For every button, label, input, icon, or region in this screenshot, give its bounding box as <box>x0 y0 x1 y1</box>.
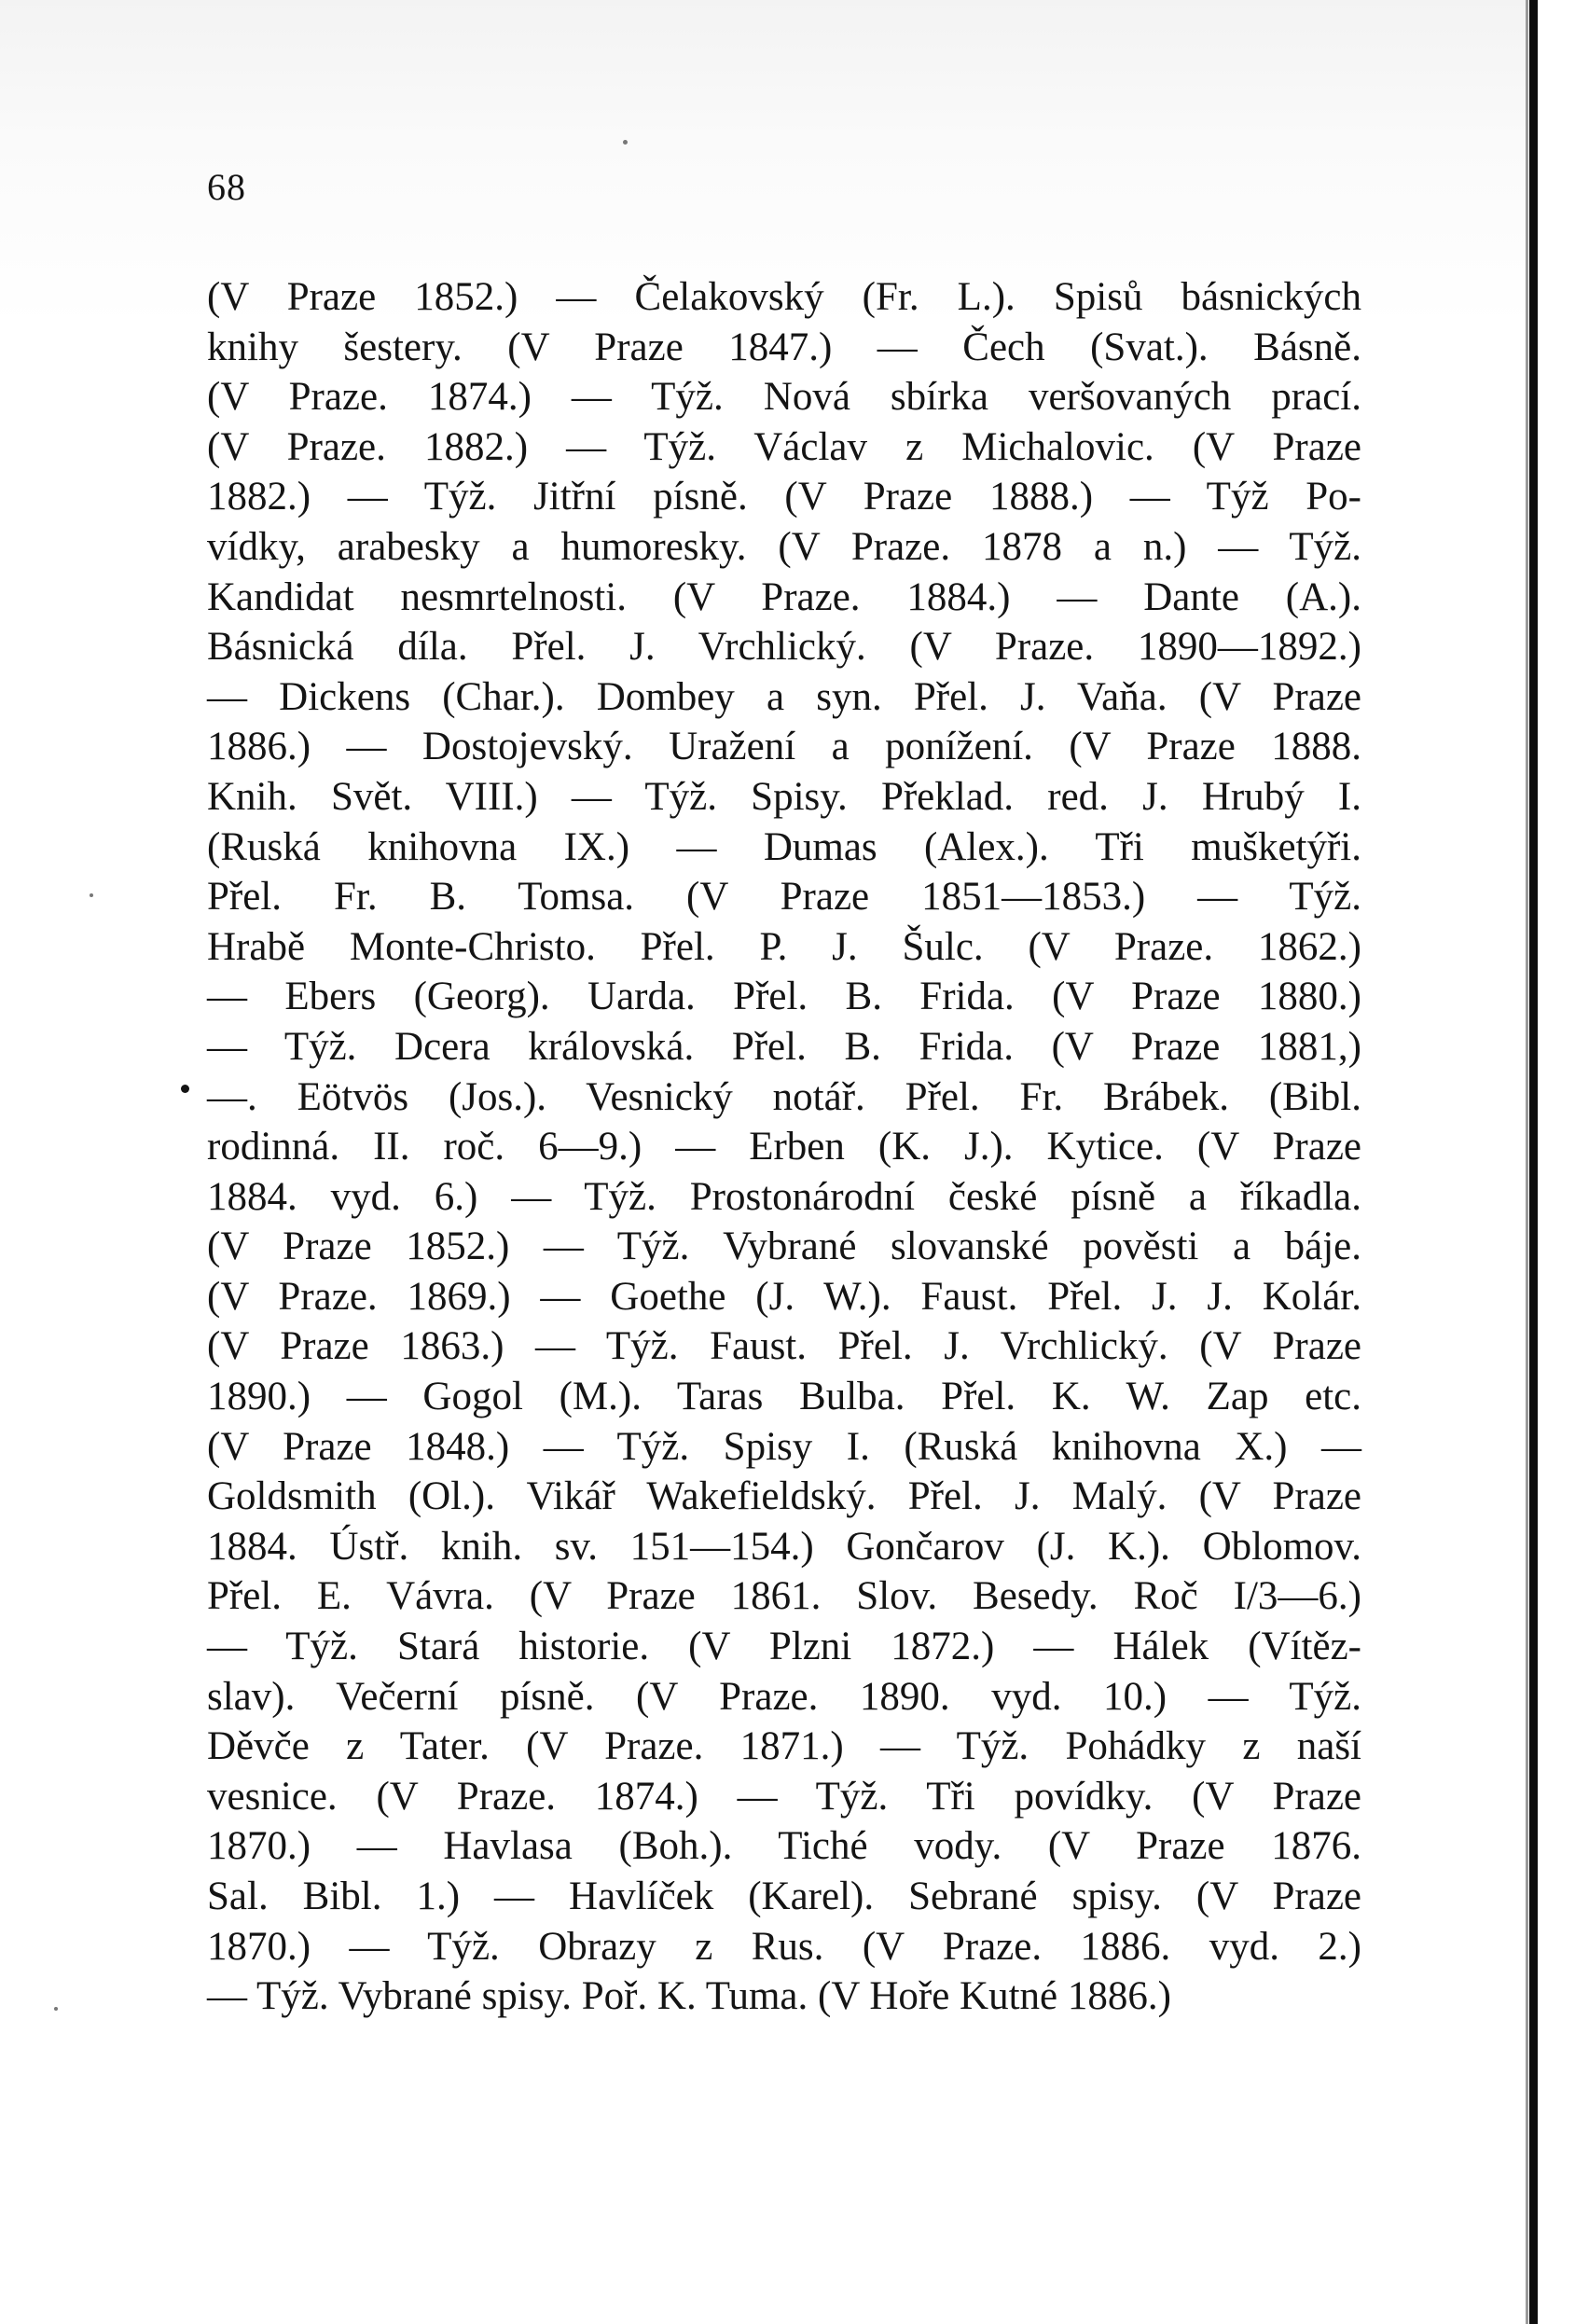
text-line: Knih. Svět. VIII.) — Týž. Spisy. Překlad. red. J. Hrubý I. <box>207 774 1361 819</box>
text-line: knihy šestery. (V Praze 1847.) — Čech (Svat.). Básně. <box>207 325 1361 369</box>
text-line: (Ruská knihovna IX.) — Dumas (Alex.). Tři mušketýři. <box>207 824 1361 869</box>
text-line: 1890.) — Gogol (M.). Taras Bulba. Přel. K. W. Zap etc. <box>207 1375 1361 1419</box>
text-line: Hrabě Monte-Christo. Přel. P. J. Šulc. (V Praze. 1862.) <box>207 924 1361 969</box>
text-line: (V Praze 1863.) — Týž. Faust. Přel. J. Vrchlický. (V Praze <box>207 1324 1361 1369</box>
scan-speck <box>54 2007 58 2011</box>
text-line: Děvče z Tater. (V Praze. 1871.) — Týž. Pohádky z naší <box>207 1724 1361 1769</box>
text-line: Goldsmith (Ol.). Vikář Wakefieldský. Přel. J. Malý. (V Praze <box>207 1474 1361 1519</box>
text-line: — Dickens (Char.). Dombey a syn. Přel. J. Vaňa. (V Praze <box>207 674 1361 719</box>
text-line: Přel. E. Vávra. (V Praze 1861. Slov. Besedy. Roč I/3—6.) <box>207 1574 1361 1619</box>
text-line: 1870.) — Havlasa (Boh.). Tiché vody. (V Praze 1876. <box>207 1824 1361 1869</box>
text-line: (V Praze. 1874.) — Týž. Nová sbírka veršovaných prací. <box>207 375 1361 420</box>
text-line: — Ebers (Georg). Uarda. Přel. B. Frida. (V Praze 1880.) <box>207 975 1361 1019</box>
text-line: Básnická díla. Přel. J. Vrchlický. (V Praze. 1890—1892.) <box>207 625 1361 670</box>
text-line: (V Praze. 1882.) — Týž. Václav z Michalovic. (V Praze <box>207 424 1361 469</box>
text-line: — Týž. Vybrané spisy. Poř. K. Tuma. (V Hoře Kutné 1886.) <box>207 1974 1171 2019</box>
scan-speck <box>90 893 93 897</box>
text-line: Sal. Bibl. 1.) — Havlíček (Karel). Sebrané spisy. (V Praze <box>207 1874 1361 1918</box>
text-line: (V Praze 1852.) — Čelakovský (Fr. L.). Spisů básnických <box>207 275 1361 319</box>
text-line: (V Praze. 1869.) — Goethe (J. W.). Faust. Přel. J. J. Kolár. <box>207 1274 1361 1319</box>
text-line: rodinná. II. roč. 6—9.) — Erben (K. J.). Kytice. (V Praze <box>207 1125 1361 1169</box>
text-line: — Týž. Dcera královská. Přel. B. Frida. (V Praze 1881,) <box>207 1024 1361 1069</box>
text-line: 1870.) — Týž. Obrazy z Rus. (V Praze. 1886. vyd. 2.) <box>207 1924 1361 1969</box>
text-line: (V Praze 1848.) — Týž. Spisy I. (Ruská knihovna X.) — <box>207 1424 1361 1469</box>
text-line: vesnice. (V Praze. 1874.) — Týž. Tři povídky. (V Praze <box>207 1774 1361 1819</box>
text-line: 1884. vyd. 6.) — Týž. Prostonárodní české písně a říkadla. <box>207 1174 1361 1219</box>
scan-speck <box>623 140 628 145</box>
text-line: 1886.) — Dostojevský. Uražení a ponížení. (V Praze 1888. <box>207 725 1361 769</box>
margin-dot-mark <box>181 1085 189 1093</box>
text-line: — Týž. Stará historie. (V Plzni 1872.) — Hálek (Vítěz- <box>207 1625 1361 1669</box>
text-line: slav). Večerní písně. (V Praze. 1890. vyd. 10.) — Týž. <box>207 1674 1361 1719</box>
text-line: (V Praze 1852.) — Týž. Vybrané slovanské pověsti a báje. <box>207 1224 1361 1269</box>
page-binding-edge <box>1526 0 1575 2324</box>
text-line: 1882.) — Týž. Jitřní písně. (V Praze 1888.) — Týž Po- <box>207 475 1361 519</box>
text-line: Přel. Fr. B. Tomsa. (V Praze 1851—1853.) — Týž. <box>207 875 1361 920</box>
bibliography-text <box>207 272 1361 2022</box>
text-line: vídky, arabesky a humoresky. (V Praze. 1878 a n.) — Týž. <box>207 524 1361 569</box>
page-number: 68 <box>207 166 246 208</box>
text-line: Kandidat nesmrtelnosti. (V Praze. 1884.) — Dante (A.). <box>207 574 1361 619</box>
text-line: —. Eötvös (Jos.). Vesnický notář. Přel. Fr. Brábek. (Bibl. <box>207 1074 1361 1119</box>
text-line: 1884. Ústř. knih. sv. 151—154.) Gončarov (J. K.). Oblomov. <box>207 1524 1361 1569</box>
